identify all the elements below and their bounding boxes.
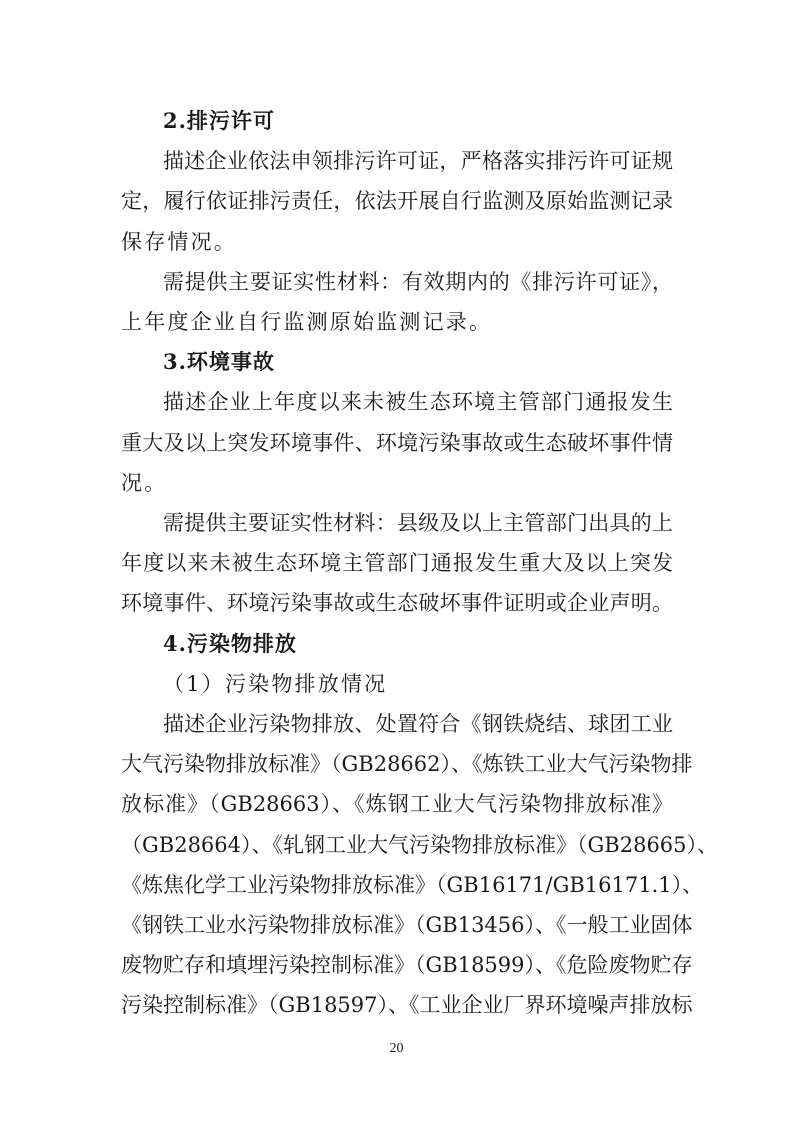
paragraph-line: 废物贮存和填埋污染控制标准》（GB18599）、《危险废物贮存 [121, 953, 693, 978]
paragraph-line: （GB28664）、《轧钢工业大气污染物排放标准》（GB28665）、 [121, 832, 719, 857]
paragraph-line: 描述企业依法申领排污许可证，严格落实排污许可证规 [163, 149, 673, 174]
paragraph-line: 年度以来未被生态环境主管部门通报发生重大及以上突发 [121, 551, 673, 576]
paragraph-line: 描述企业上年度以来未被生态环境主管部门通报发生 [163, 390, 673, 415]
paragraph-line: 上年度企业自行监测原始监测记录。 [121, 310, 493, 334]
paragraph-line: 定，履行依证排污责任，依法开展自行监测及原始监测记录 [121, 189, 673, 214]
section-heading: 2.排污许可 [163, 108, 275, 133]
paragraph-line: 大气污染物排放标准》（GB28662）、《炼铁工业大气污染物排 [121, 752, 693, 777]
paragraph-line: 描述企业污染物排放、处置符合《钢铁烧结、球团工业 [163, 712, 673, 736]
paragraph-line: 需提供主要证实性材料：有效期内的《排污许可证》， [163, 269, 673, 294]
paragraph-line: 环境事件、环境污染事故或生态破坏事件证明或企业声明。 [121, 591, 673, 616]
paragraph-line: （1）污染物排放情况 [163, 671, 388, 696]
paragraph-line: 《炼焦化学工业污染物排放标准》（GB16171/GB16171.1）、 [121, 872, 704, 897]
paragraph-line: 污染控制标准》（GB18597）、《工业企业厂界环境噪声排放标 [121, 993, 693, 1018]
section-heading: 3.环境事故 [163, 349, 275, 375]
paragraph-line: 《钢铁工业水污染物排放标准》（GB13456）、《一般工业固体 [121, 913, 693, 937]
paragraph-line: 需提供主要证实性材料：县级及以上主管部门出具的上 [163, 511, 673, 535]
paragraph-line: 保存情况。 [121, 229, 237, 254]
paragraph-line: 况。 [121, 470, 168, 495]
section-heading: 4.污染物排放 [163, 630, 297, 656]
paragraph-line: 重大及以上突发环境事件、环境污染事故或生态破坏事件情 [121, 430, 673, 455]
page-number: 20 [389, 1041, 404, 1056]
paragraph-line: 放标准》（GB28663）、《炼钢工业大气污染物排放标准》 [121, 792, 673, 817]
